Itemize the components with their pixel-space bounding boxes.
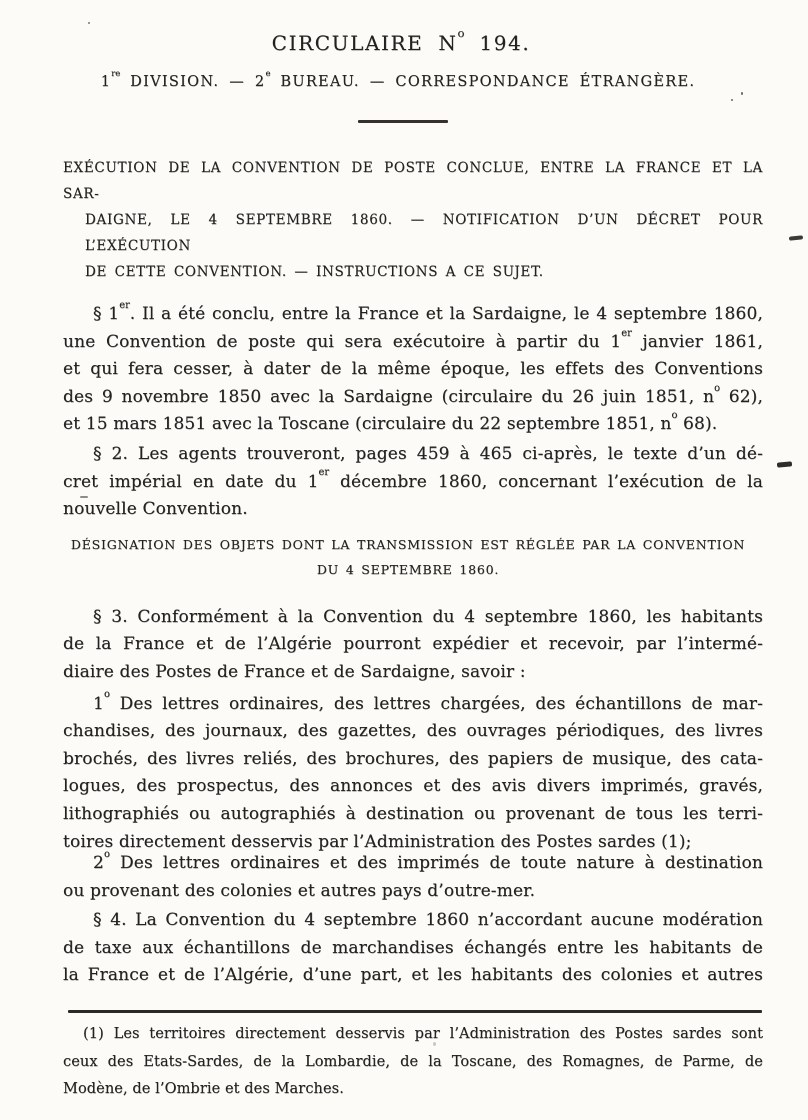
- division-subtitle: [48, 68, 748, 92]
- text-segment: des 9 novembre 1850 avec la Sardaigne (circulaire du 26 juin 1851, n: [63, 386, 715, 407]
- text-segment: DIVISION. — 2: [120, 74, 266, 90]
- text-segment: 1: [93, 693, 104, 714]
- superscript: er: [318, 467, 330, 479]
- list-item-2: [63, 850, 763, 905]
- scan-speck: [88, 22, 90, 24]
- text-line: [63, 746, 763, 774]
- text-line: [63, 356, 763, 384]
- text-segment: Des lettres ordinaires et des imprimés de toute nature à destination: [109, 853, 763, 874]
- page-title: [51, 26, 751, 56]
- text-column: [63, 0, 763, 1104]
- text-line: [63, 259, 763, 285]
- text-segment: ou provenant des colonies et autres pays d’outre-mer.: [63, 880, 536, 901]
- text-segment: 2: [93, 853, 104, 874]
- text-segment: § 4. La Convention du 4 septembre 1860 n’accordant aucune modération: [93, 910, 763, 931]
- text-line: [63, 1076, 763, 1104]
- footnote: [63, 1021, 763, 1104]
- text-line: [63, 411, 763, 439]
- superscript: re: [111, 68, 121, 79]
- text-line: [63, 604, 763, 632]
- text-line: [63, 1021, 763, 1049]
- superscript: er: [621, 327, 632, 339]
- text-segment: de la France et de l’Algérie pourront expédier et recevoir, par l’intermé-: [63, 634, 763, 655]
- text-segment: Modène, de l’Ombrie et des Marches.: [63, 1081, 344, 1098]
- text-line: [63, 1049, 763, 1077]
- text-segment: Des lettres ordinaires, des lettres chargées, des échantillons de mar-: [109, 693, 763, 714]
- text-segment: et qui fera cesser, à dater de la même époque, les effets des Conventions: [63, 359, 763, 380]
- text-line: [51, 26, 751, 56]
- text-segment: toires directement desservis par l’Administration des Postes sardes (1);: [63, 831, 692, 852]
- superscript: o: [457, 26, 465, 41]
- header-rule: [358, 120, 448, 123]
- text-segment: CIRCULAIRE N: [271, 31, 458, 55]
- text-segment: une Convention de poste qui sera exécutoire à partir du 1: [63, 331, 622, 352]
- scan-speck: [741, 92, 743, 95]
- text-segment: décembre 1860, concernant l’exécution de la: [329, 471, 763, 492]
- text-line: [63, 907, 763, 935]
- superscript: e: [265, 68, 271, 79]
- text-line: [63, 496, 763, 524]
- text-segment: § 2. Les agents trouveront, pages 459 à 465 ci-après, le texte d’un dé-: [93, 443, 763, 464]
- text-segment: chandises, des journaux, des gazettes, des ouvrages périodiques, des livres: [63, 721, 763, 742]
- text-line: [63, 631, 763, 659]
- list-item-1: [63, 691, 763, 857]
- text-line: [63, 935, 763, 963]
- scan-speck: [731, 99, 733, 101]
- text-segment: la France et de l’Algérie, d’une part, et les habitants des colonies et autres: [63, 965, 763, 986]
- text-line: [63, 850, 763, 878]
- text-segment: logues, des prospectus, des annonces et des avis divers imprimés, gravés,: [63, 776, 763, 797]
- text-segment: lithographiés ou autographiés à destination ou provenant de tous les terri-: [63, 803, 763, 824]
- text-segment: EXÉCUTION DE LA CONVENTION DE POSTE CONCLUE, ENTRE LA FRANCE ET LA SAR-: [63, 160, 763, 202]
- text-segment: § 3. Conformément à la Convention du 4 septembre 1860, les habitants: [93, 606, 763, 627]
- paragraph-2: [63, 441, 763, 524]
- scan-ink-mark: [777, 461, 792, 467]
- text-line: [63, 301, 763, 329]
- text-segment: 62),: [720, 386, 764, 407]
- text-line: [58, 557, 758, 582]
- text-line: [48, 68, 748, 92]
- text-segment: cret impérial en date du 1: [63, 471, 319, 492]
- text-segment: 194.: [464, 31, 531, 55]
- text-line: [63, 878, 763, 906]
- paragraph-3: [63, 604, 763, 687]
- superscript: o: [103, 849, 110, 861]
- text-segment: (1) Les territoires directement desservis par l’Administration des Postes sardes sont: [83, 1026, 763, 1043]
- text-segment: DAIGNE, LE 4 SEPTEMBRE 1860. — NOTIFICATION D’UN DÉCRET POUR L’EXÉCUTION: [85, 212, 763, 254]
- text-segment: et 15 mars 1851 avec la Toscane (circulaire du 22 septembre 1851, n: [63, 414, 672, 435]
- text-line: [63, 962, 763, 990]
- text-line: [63, 207, 763, 259]
- paragraph-4: [63, 907, 763, 990]
- text-line: [63, 441, 763, 469]
- subject-block: [63, 155, 763, 285]
- text-line: [63, 329, 763, 357]
- text-segment: ceux des Etats-Sardes, de la Lombardie, de la Toscane, des Romagnes, de Parme, de: [63, 1053, 763, 1070]
- text-segment: 68).: [677, 414, 718, 435]
- footnote-rule: [68, 1010, 762, 1013]
- text-segment: BUREAU. — CORRESPONDANCE ÉTRANGÈRE.: [270, 74, 696, 90]
- text-line: [63, 718, 763, 746]
- text-segment: nouvelle Convention.: [63, 499, 248, 520]
- text-segment: diaire des Postes de France et de Sardaigne, savoir :: [63, 661, 526, 682]
- text-line: [58, 532, 758, 557]
- text-segment: DU 4 SEPTEMBRE 1860.: [316, 561, 500, 577]
- text-line: [63, 155, 763, 207]
- text-line: [63, 659, 763, 687]
- superscript: o: [103, 689, 110, 701]
- text-segment: DÉSIGNATION DES OBJETS DONT LA TRANSMISSION EST RÉGLÉE PAR LA CONVENTION: [70, 536, 746, 552]
- scan-ink-mark: [789, 235, 803, 240]
- text-line: [63, 469, 763, 497]
- scan-speck: [433, 1042, 436, 1046]
- superscript: er: [119, 299, 130, 311]
- paragraph-1: [63, 301, 763, 439]
- text-segment: brochés, des livres reliés, des brochures, des papiers de musique, des cata-: [63, 748, 763, 769]
- text-line: [63, 691, 763, 719]
- text-segment: de taxe aux échantillons de marchandises échangés entre les habitants de: [63, 937, 763, 958]
- text-segment: 1: [100, 74, 112, 90]
- text-line: [63, 801, 763, 829]
- scan-speck: [80, 496, 88, 498]
- text-line: [63, 773, 763, 801]
- text-segment: § 1: [93, 304, 120, 324]
- text-segment: DE CETTE CONVENTION. — INSTRUCTIONS A CE SUJET.: [85, 264, 544, 280]
- superscript: o: [671, 410, 678, 422]
- text-line: [63, 384, 763, 412]
- text-segment: . Il a été conclu, entre la France et la Sardaigne, le 4 septembre 1860,: [129, 304, 763, 324]
- superscript: o: [714, 382, 721, 394]
- text-segment: janvier 1861,: [631, 331, 763, 352]
- section-heading: [58, 532, 758, 582]
